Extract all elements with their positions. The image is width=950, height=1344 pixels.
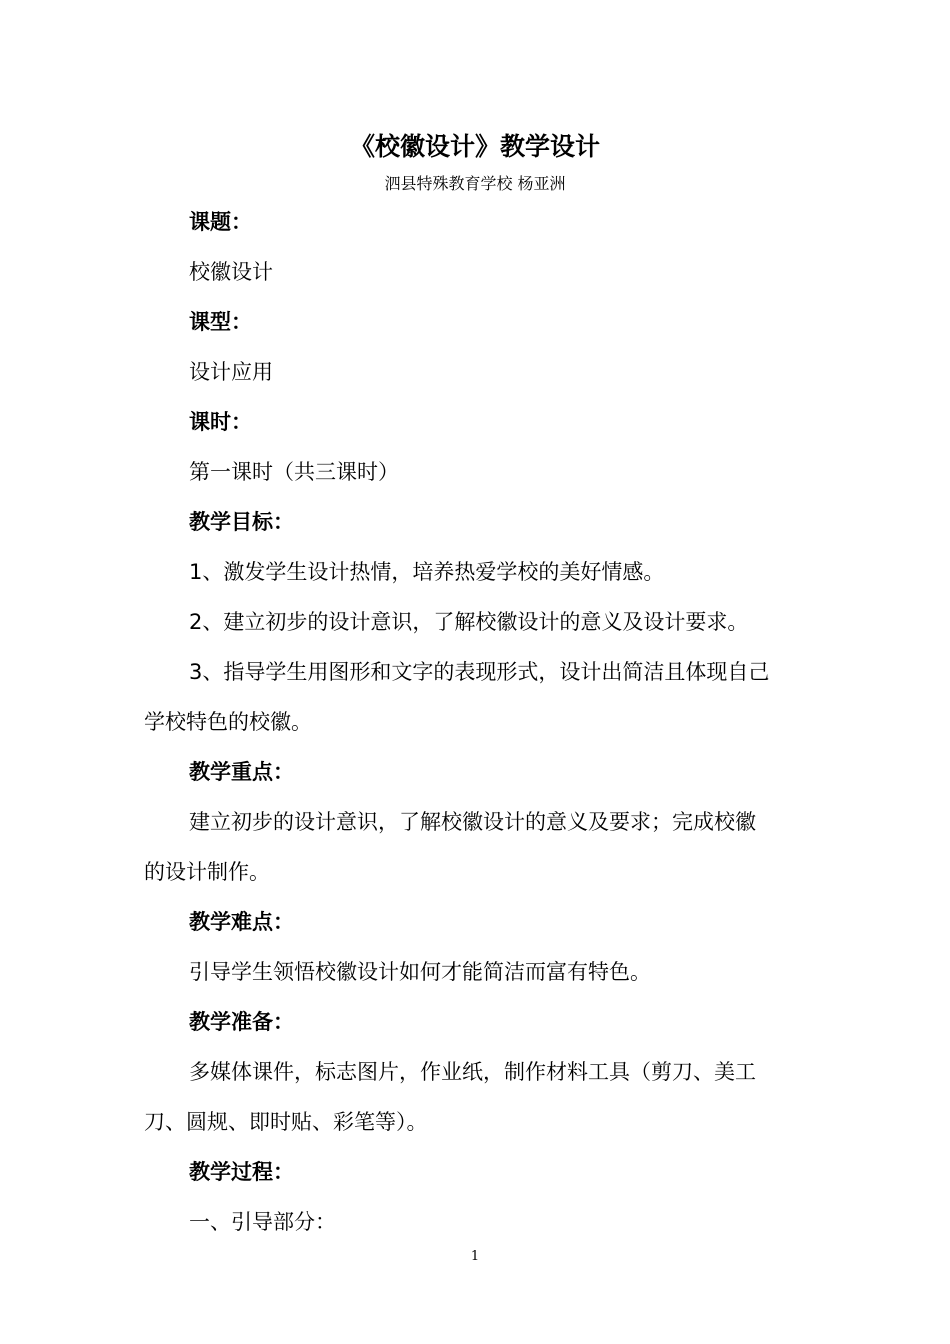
page-number: 1	[470, 1249, 480, 1264]
goals-heading: 教学目标：	[189, 510, 294, 534]
goal-item-2: 2、建立初步的设计意识，了解校徽设计的意义及设计要求。	[189, 610, 749, 634]
goal-item-3-line-1: 3、指导学生用图形和文字的表现形式，设计出简洁且体现自己	[189, 660, 770, 684]
difficulty-text: 引导学生领悟校徽设计如何才能简洁而富有特色。	[189, 960, 651, 984]
topic-text: 校徽设计	[189, 260, 273, 284]
goal-item-1: 1、激发学生设计热情，培养热爱学校的美好情感。	[189, 560, 665, 584]
key-points-heading: 教学重点：	[189, 760, 294, 784]
period-heading: 课时：	[189, 410, 252, 434]
topic-heading: 课题：	[189, 210, 252, 234]
type-heading: 课型：	[189, 310, 252, 334]
process-part-1: 一、引导部分：	[189, 1210, 336, 1234]
preparation-line-1: 多媒体课件，标志图片，作业纸，制作材料工具（剪刀、美工	[189, 1060, 756, 1084]
document-body	[144, 197, 812, 1247]
key-points-line-2: 的设计制作。	[144, 860, 270, 884]
difficulty-heading: 教学难点：	[189, 910, 294, 934]
key-points-line-1: 建立初步的设计意识，了解校徽设计的意义及要求；完成校徽	[189, 810, 756, 834]
document-title: 《校徽设计》教学设计	[349, 132, 600, 161]
preparation-line-2: 刀、圆规、即时贴、彩笔等）。	[144, 1110, 428, 1134]
document-author: 泗县特殊教育学校 杨亚洲	[384, 174, 566, 193]
goal-item-3-line-2: 学校特色的校徽。	[144, 710, 312, 734]
period-text: 第一课时（共三课时）	[189, 460, 399, 484]
preparation-heading: 教学准备：	[189, 1010, 294, 1034]
type-text: 设计应用	[189, 360, 273, 384]
process-heading: 教学过程：	[189, 1160, 294, 1184]
